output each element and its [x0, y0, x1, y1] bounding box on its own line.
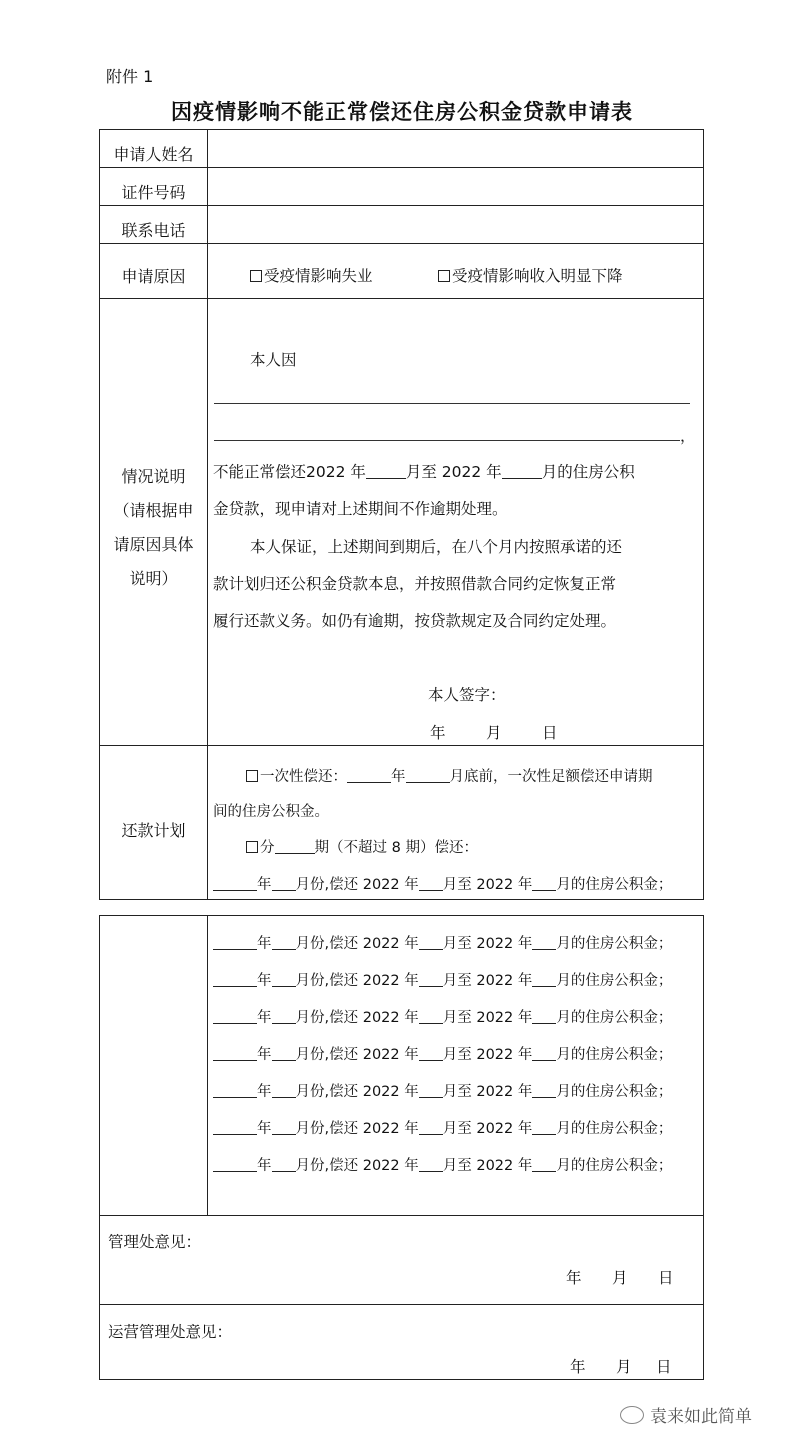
installment-row[interactable]: 年 月份,偿还 2022 年 月至 2022 年 月的住房公积金；: [213, 873, 672, 894]
installment-row[interactable]: 年 月份,偿还 2022 年 月至 2022 年 月的住房公积金；: [213, 1043, 672, 1064]
date-day: 日: [542, 724, 558, 742]
reason-blank-line-2[interactable]: [214, 440, 680, 441]
lump-sum-option[interactable]: 一次性偿还： 年 月底前，一次性足额偿还申请期: [246, 765, 653, 786]
situation-paragraph-2: 本人保证，上述期间到期后，在八个月内按照承诺的还: [250, 538, 623, 556]
date-month: 月: [486, 724, 502, 742]
applicant-name-label: 申请人姓名: [113, 145, 194, 164]
reason-label: 申请原因: [121, 267, 186, 286]
phone-field[interactable]: [210, 207, 700, 241]
reason-blank-line-1[interactable]: [214, 403, 690, 404]
repayment-plan-label: 还款计划: [121, 821, 186, 840]
management-opinion-field[interactable]: [102, 1252, 700, 1300]
checkbox-icon[interactable]: [438, 270, 450, 282]
management-opinion-label: 管理处意见：: [108, 1233, 202, 1251]
form-title: 因疫情影响不能正常偿还住房公积金贷款申请表: [171, 99, 633, 124]
checkbox-icon[interactable]: [250, 270, 262, 282]
checkbox-icon[interactable]: [246, 770, 258, 782]
situation-paragraph-1: 不能正常偿还2022 年 月至 2022 年 月的住房公积: [213, 463, 635, 481]
id-number-field[interactable]: [210, 169, 700, 203]
table-column-divider: [207, 129, 208, 900]
phone-label: 联系电话: [121, 221, 186, 240]
watermark: 袁来如此简单: [620, 1402, 752, 1427]
installment-row[interactable]: 年 月份,偿还 2022 年 月至 2022 年 月的住房公积金；: [213, 1080, 672, 1101]
reason-option-unemployment[interactable]: 受疫情影响失业: [250, 264, 373, 286]
signature-label: 本人签字：: [428, 686, 506, 704]
operations-opinion-field[interactable]: [102, 1342, 700, 1376]
operations-opinion-label: 运营管理处意见：: [108, 1323, 233, 1341]
installment-row[interactable]: 年 月份,偿还 2022 年 月至 2022 年 月的住房公积金；: [213, 1117, 672, 1138]
id-number-label: 证件号码: [121, 183, 186, 202]
date-year: 年: [430, 724, 446, 742]
situation-intro: 本人因: [250, 351, 297, 369]
wechat-icon: [620, 1406, 644, 1424]
reason-option-income-drop[interactable]: 受疫情影响收入明显下降: [438, 264, 623, 286]
installment-row[interactable]: 年 月份,偿还 2022 年 月至 2022 年 月的住房公积金；: [213, 1154, 672, 1175]
situation-label: 情况说明 （请根据申 请原因具体 说明）: [113, 467, 194, 588]
attachment-label: 附件 1: [106, 67, 154, 86]
signature-field[interactable]: [505, 680, 685, 704]
installment-option[interactable]: 分 期（不超过 8 期）偿还：: [246, 836, 478, 857]
applicant-name-field[interactable]: [210, 131, 700, 165]
installment-row[interactable]: 年 月份,偿还 2022 年 月至 2022 年 月的住房公积金；: [213, 1006, 672, 1027]
checkbox-icon[interactable]: [246, 841, 258, 853]
installment-row[interactable]: 年 月份,偿还 2022 年 月至 2022 年 月的住房公积金；: [213, 932, 672, 953]
installment-row[interactable]: 年 月份,偿还 2022 年 月至 2022 年 月的住房公积金；: [213, 969, 672, 990]
